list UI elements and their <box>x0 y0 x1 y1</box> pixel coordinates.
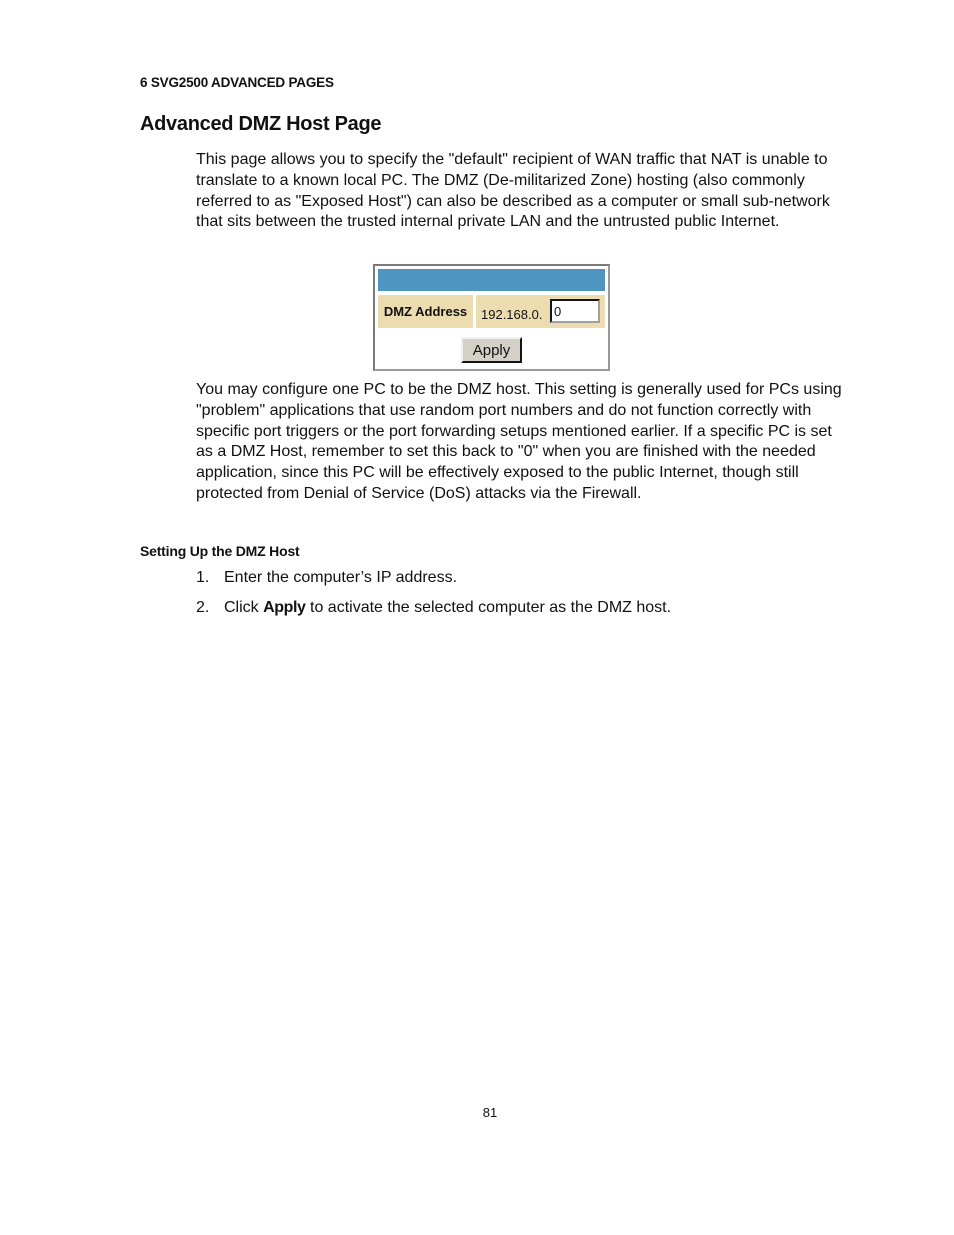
setup-heading: Setting Up the DMZ Host <box>140 543 300 559</box>
step-item <box>196 598 671 619</box>
step-text-suffix: to activate the selected computer as the DMZ host. <box>305 599 672 616</box>
step-text: Enter the computer’s IP address. <box>224 569 458 586</box>
intro-paragraph: This page allows you to specify the "default" recipient of WAN traffic that NAT is unable to translate to a known local PC. The DMZ (De-militarized Zone) hosting (also commonly referred to as "Exposed Host") can also be described as a computer or small sub-network that sits between the trusted internal private LAN and the untrusted public Internet. <box>196 151 830 231</box>
dmz-address-label: DMZ Address <box>378 295 473 328</box>
step-number: 1. <box>196 569 210 586</box>
apply-button[interactable]: Apply <box>461 337 522 363</box>
body-paragraph: You may configure one PC to be the DMZ host. This setting is generally used for PCs using "problem" applications that use random port numbers and do not function correctly with specific port triggers or the port forwarding setups mentioned earlier. If a specific PC is set as a DMZ Host, remember to set this back to "0" when you are finished with the needed application, since this PC will be effectively exposed to the public Internet, though still protected from Denial of Service (DoS) attacks via the Firewall. <box>196 381 842 502</box>
dmz-settings-panel <box>373 264 610 371</box>
dmz-address-value-cell <box>476 295 605 328</box>
dmz-last-octet-input[interactable] <box>550 299 600 323</box>
step-text-prefix: Click <box>224 599 264 616</box>
ip-prefix: 192.168.0. <box>481 307 543 322</box>
step-number: 2. <box>196 599 210 616</box>
page-title: Advanced DMZ Host Page <box>140 113 382 135</box>
section-header: 6 SVG2500 ADVANCED PAGES <box>140 75 334 90</box>
panel-header-bar <box>378 269 605 291</box>
step-apply-keyword: Apply <box>263 599 306 616</box>
step-item <box>196 568 457 589</box>
page-number: 81 <box>482 1105 498 1120</box>
